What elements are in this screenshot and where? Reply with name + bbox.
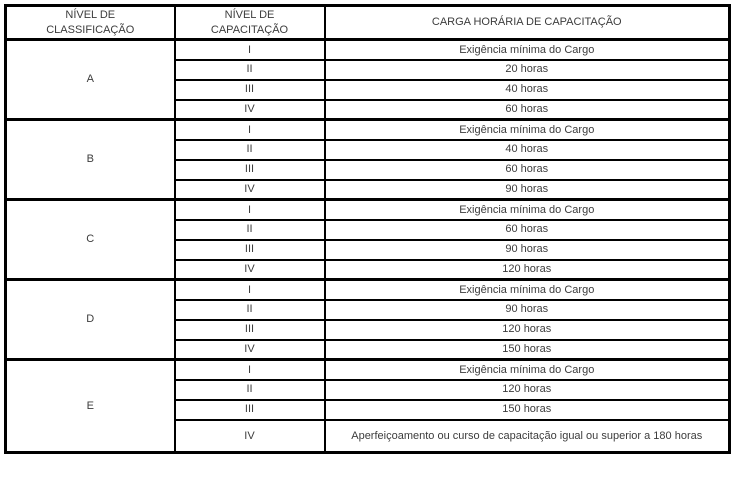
classification-cell: A <box>6 40 175 120</box>
classification-group-d <box>6 280 730 360</box>
classification-group-e <box>6 360 730 453</box>
capacitation-level-cell: III <box>175 160 325 180</box>
table-row <box>6 360 730 380</box>
workload-cell <box>325 420 730 453</box>
col-header-classification-label: NÍVEL DE CLASSIFICAÇÃO <box>46 9 135 36</box>
workload-cell: 90 horas <box>325 240 730 260</box>
capacitation-level-cell: II <box>175 220 325 240</box>
capacitation-level-cell: II <box>175 380 325 400</box>
table-row <box>6 280 730 300</box>
workload-cell: 120 horas <box>325 320 730 340</box>
capacitation-level-cell: IV <box>175 420 325 453</box>
capacitation-level-cell: I <box>175 200 325 220</box>
capacitation-level-cell: I <box>175 360 325 380</box>
table-row <box>6 40 730 60</box>
workload-text: Aperfeiçoamento ou curso de capacitação igual ou superior a 180 horas <box>351 429 703 442</box>
capacitation-level-cell: III <box>175 320 325 340</box>
workload-cell: Exigência mínima do Cargo <box>325 40 730 60</box>
workload-cell: Exigência mínima do Cargo <box>325 280 730 300</box>
capacitation-level-cell: IV <box>175 180 325 200</box>
capacitation-workload-table <box>4 4 731 454</box>
col-header-classification-level <box>6 6 175 40</box>
workload-cell: 120 horas <box>325 380 730 400</box>
classification-group-a <box>6 40 730 120</box>
table-row <box>6 120 730 140</box>
capacitation-level-cell: IV <box>175 340 325 360</box>
workload-cell: 60 horas <box>325 220 730 240</box>
table-row <box>6 200 730 220</box>
classification-cell: B <box>6 120 175 200</box>
capacitation-level-cell: II <box>175 300 325 320</box>
workload-cell: 60 horas <box>325 160 730 180</box>
capacitation-level-cell: III <box>175 400 325 420</box>
capacitation-level-cell: III <box>175 80 325 100</box>
capacitation-level-cell: II <box>175 140 325 160</box>
col-header-workload: CARGA HORÁRIA DE CAPACITAÇÃO <box>325 6 730 40</box>
classification-cell: E <box>6 360 175 453</box>
workload-cell: 40 horas <box>325 140 730 160</box>
workload-cell: 150 horas <box>325 340 730 360</box>
workload-cell: Exigência mínima do Cargo <box>325 120 730 140</box>
capacitation-level-cell: III <box>175 240 325 260</box>
workload-cell: 90 horas <box>325 180 730 200</box>
classification-cell: D <box>6 280 175 360</box>
capacitation-level-cell: I <box>175 120 325 140</box>
workload-cell: 120 horas <box>325 260 730 280</box>
workload-cell: 90 horas <box>325 300 730 320</box>
workload-cell: Exigência mínima do Cargo <box>325 200 730 220</box>
col-header-capacitation-level <box>175 6 325 40</box>
workload-cell: 60 horas <box>325 100 730 120</box>
capacitation-level-cell: II <box>175 60 325 80</box>
workload-cell: 150 horas <box>325 400 730 420</box>
workload-cell: 40 horas <box>325 80 730 100</box>
header-row <box>6 6 730 40</box>
classification-group-c <box>6 200 730 280</box>
col-header-capacitation-label: NÍVEL DE CAPACITAÇÃO <box>210 9 289 36</box>
capacitation-level-cell: IV <box>175 100 325 120</box>
workload-cell: Exigência mínima do Cargo <box>325 360 730 380</box>
capacitation-level-cell: I <box>175 280 325 300</box>
table-header <box>6 6 730 40</box>
workload-cell: 20 horas <box>325 60 730 80</box>
capacitation-level-cell: IV <box>175 260 325 280</box>
classification-group-b <box>6 120 730 200</box>
capacitation-level-cell: I <box>175 40 325 60</box>
classification-cell: C <box>6 200 175 280</box>
